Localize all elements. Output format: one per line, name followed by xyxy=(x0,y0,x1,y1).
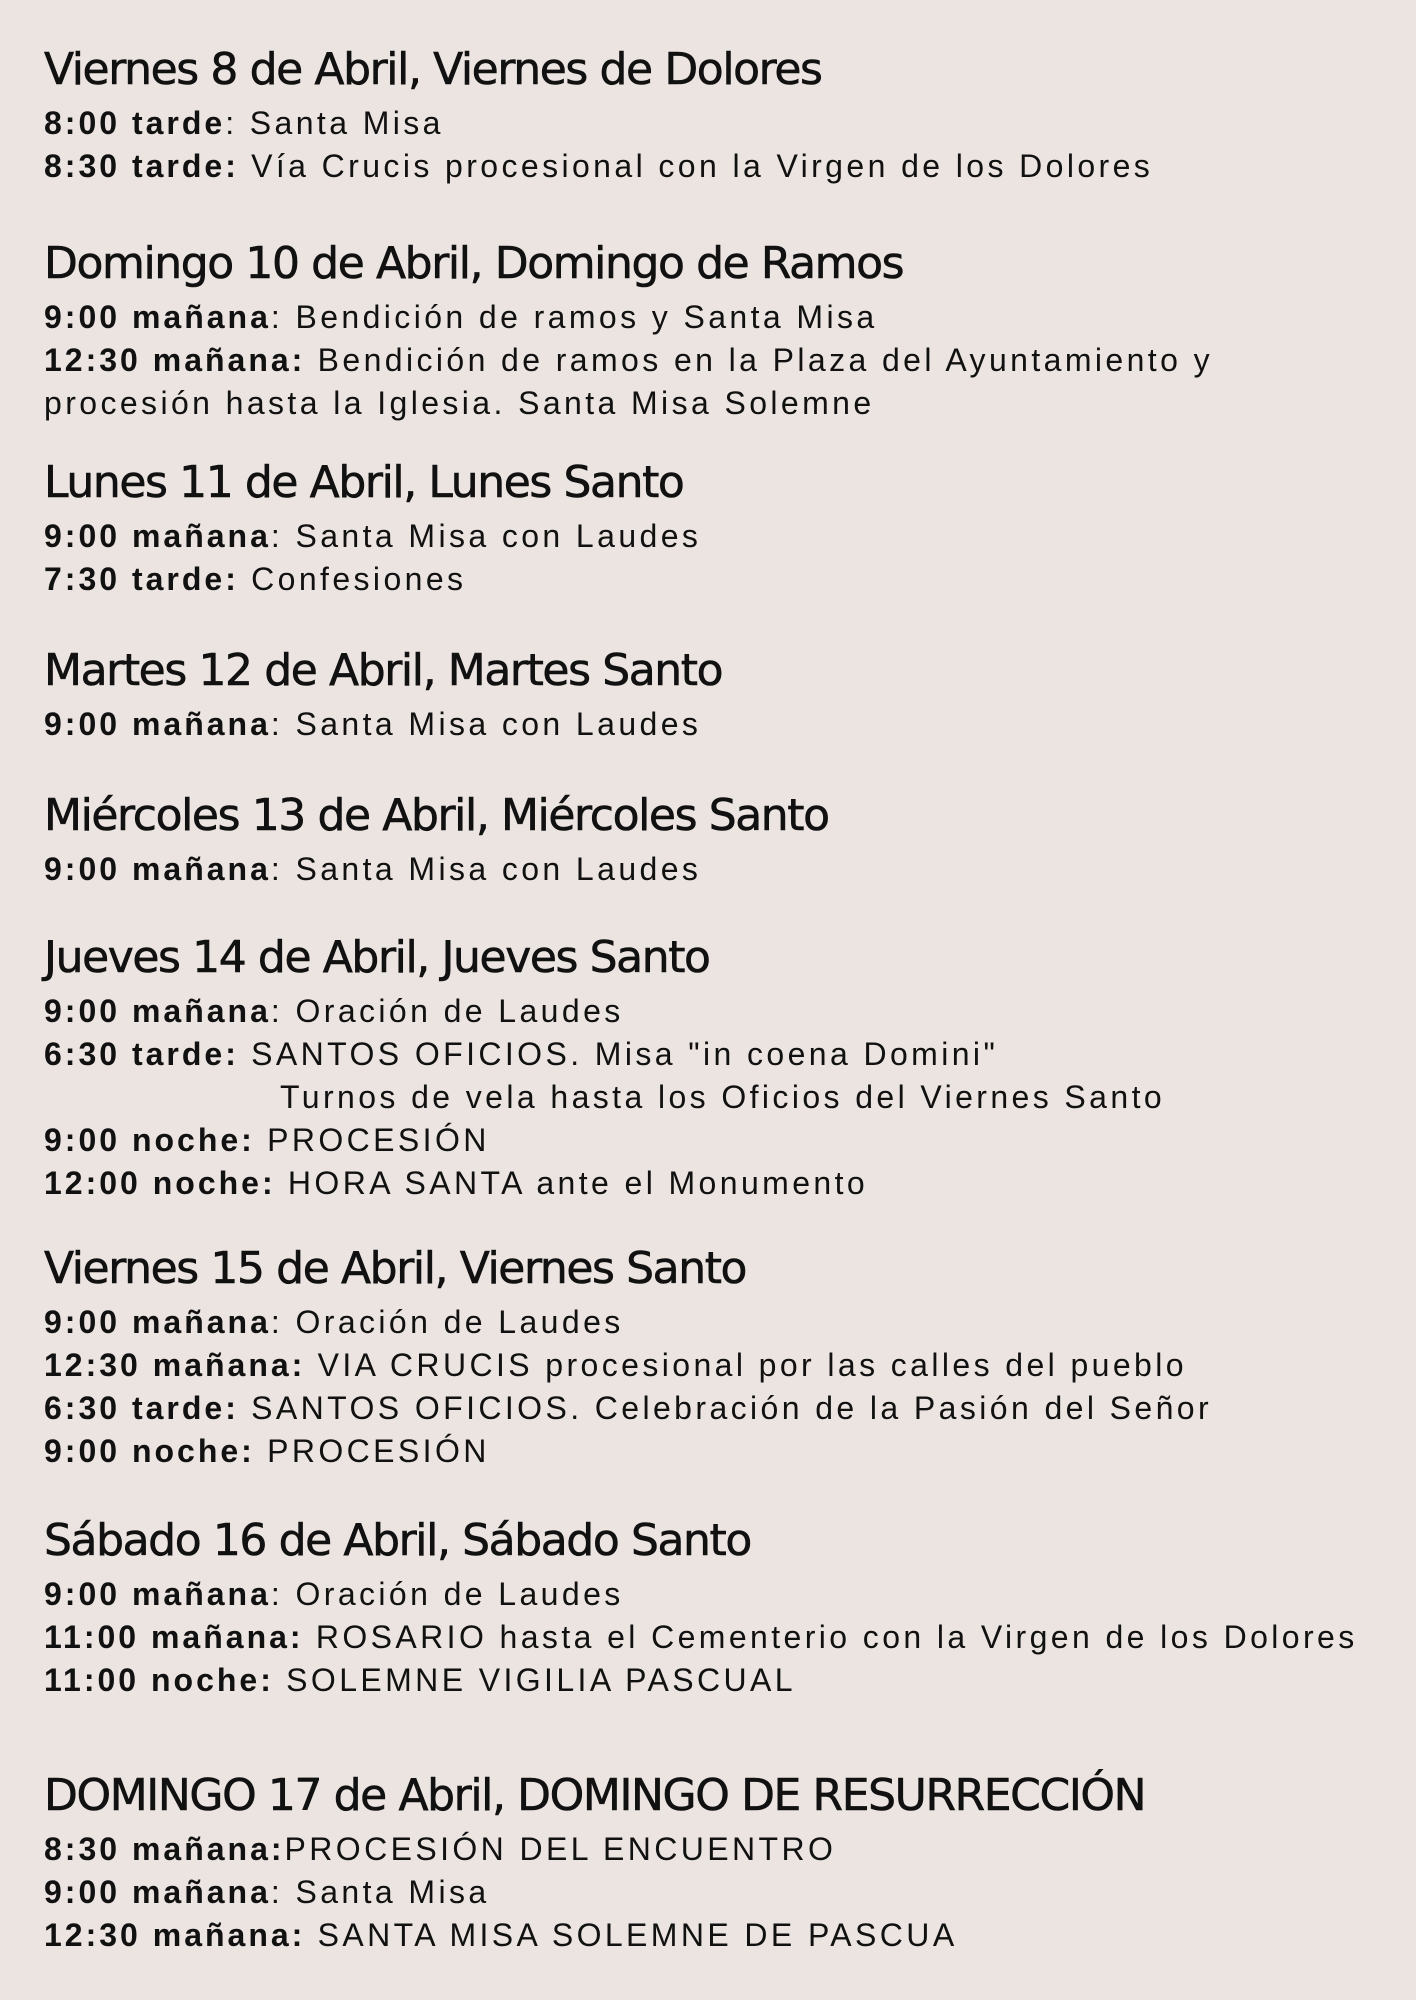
event-text: Santa Misa xyxy=(295,1874,490,1910)
event-text: PROCESIÓN DEL ENCUENTRO xyxy=(284,1831,837,1867)
event-text: SANTA MISA SOLEMNE DE PASCUA xyxy=(317,1917,958,1953)
event-text: SOLEMNE VIGILIA PASCUAL xyxy=(286,1662,796,1698)
event-separator: : xyxy=(270,1304,296,1340)
event-line xyxy=(44,1914,1384,1957)
event-line xyxy=(44,1616,1384,1659)
day-domingo-resurreccion xyxy=(44,1770,1384,1957)
event-text: SANTOS OFICIOS. Misa "in coena Domini" xyxy=(251,1036,999,1072)
event-time: 9:00 noche: xyxy=(44,1433,255,1469)
event-time: 8:00 tarde xyxy=(44,105,226,141)
day-title: Lunes 11 de Abril, Lunes Santo xyxy=(44,457,684,508)
event-line xyxy=(44,1344,1384,1387)
event-separator: : xyxy=(270,851,296,887)
day-title: Viernes 8 de Abril, Viernes de Dolores xyxy=(44,44,822,95)
event-line xyxy=(44,1119,1384,1162)
event-line xyxy=(44,296,1384,339)
event-separator xyxy=(255,1122,267,1158)
event-line xyxy=(44,703,1384,746)
event-time: 8:30 tarde: xyxy=(44,148,239,184)
event-separator xyxy=(305,1917,317,1953)
event-time: 9:00 noche: xyxy=(44,1122,255,1158)
event-time: 9:00 mañana xyxy=(44,1874,271,1910)
event-text: Santa Misa con Laudes xyxy=(295,518,702,554)
event-text: HORA SANTA ante el Monumento xyxy=(287,1165,869,1201)
event-line xyxy=(44,1430,1384,1473)
event-text: Santa Misa con Laudes xyxy=(295,706,702,742)
event-line xyxy=(44,1573,1384,1616)
event-line xyxy=(44,990,1384,1033)
event-time: 11:00 mañana: xyxy=(44,1619,304,1655)
event-line xyxy=(44,1387,1384,1430)
event-line xyxy=(44,515,1384,558)
event-time: 9:00 mañana xyxy=(44,1576,271,1612)
event-time: 12:00 noche: xyxy=(44,1165,276,1201)
event-time: 12:30 mañana: xyxy=(44,342,306,378)
event-text: Confesiones xyxy=(251,561,467,597)
event-separator: : xyxy=(270,518,296,554)
event-line xyxy=(44,1301,1384,1344)
event-line xyxy=(44,1871,1384,1914)
event-separator xyxy=(304,1619,316,1655)
event-line xyxy=(44,1162,1384,1205)
event-line xyxy=(44,558,1384,601)
day-viernes-santo xyxy=(44,1243,1384,1473)
event-separator: : xyxy=(225,105,250,141)
event-separator: : xyxy=(270,706,296,742)
event-time: 8:30 mañana: xyxy=(44,1831,285,1867)
day-sabado-santo xyxy=(44,1515,1384,1702)
event-text: PROCESIÓN xyxy=(267,1122,490,1158)
event-separator xyxy=(305,342,317,378)
event-line xyxy=(44,145,1384,188)
event-separator xyxy=(276,1165,288,1201)
event-separator xyxy=(239,1390,251,1426)
event-line xyxy=(44,339,1384,425)
event-text: VIA CRUCIS procesional por las calles del pueblo xyxy=(317,1347,1187,1383)
event-separator: : xyxy=(270,1576,296,1612)
event-time: 9:00 mañana xyxy=(44,851,271,887)
event-text: PROCESIÓN xyxy=(267,1433,490,1469)
event-line xyxy=(44,1828,1384,1871)
event-line xyxy=(44,848,1384,891)
day-viernes-dolores xyxy=(44,44,1384,188)
event-separator: : xyxy=(270,1874,296,1910)
event-text: ROSARIO hasta el Cementerio con la Virgen de los Dolores xyxy=(315,1619,1358,1655)
event-text: Santa Misa con Laudes xyxy=(295,851,702,887)
event-separator xyxy=(305,1347,317,1383)
event-line xyxy=(44,102,1384,145)
event-text: Vía Crucis procesional con la Virgen de los Dolores xyxy=(251,148,1154,184)
event-separator xyxy=(239,1036,251,1072)
event-time: 6:30 tarde: xyxy=(44,1036,239,1072)
event-text: Santa Misa xyxy=(249,105,444,141)
day-title: DOMINGO 17 de Abril, DOMINGO DE RESURRECCIÓN xyxy=(44,1770,1146,1821)
day-title: Sábado 16 de Abril, Sábado Santo xyxy=(44,1515,751,1566)
day-title: Domingo 10 de Abril, Domingo de Ramos xyxy=(44,238,904,289)
event-text: Oración de Laudes xyxy=(295,1304,624,1340)
day-jueves-santo xyxy=(44,932,1384,1205)
event-separator: : xyxy=(270,993,296,1029)
day-lunes-santo xyxy=(44,457,1384,601)
event-time: 11:00 noche: xyxy=(44,1662,274,1698)
event-time: 9:00 mañana xyxy=(44,993,271,1029)
day-title: Miércoles 13 de Abril, Miércoles Santo xyxy=(44,790,829,841)
event-text: Bendición de ramos en la Plaza del Ayuntamiento y procesión hasta la Iglesia. Santa Misa Solemne xyxy=(44,342,1213,421)
event-separator xyxy=(239,148,251,184)
event-time: 9:00 mañana xyxy=(44,706,271,742)
day-title: Jueves 14 de Abril, Jueves Santo xyxy=(44,932,710,983)
event-time: 9:00 mañana xyxy=(44,299,271,335)
event-separator: : xyxy=(270,299,296,335)
event-time: 7:30 tarde: xyxy=(44,561,239,597)
event-time: 9:00 mañana xyxy=(44,1304,271,1340)
day-domingo-ramos xyxy=(44,238,1384,425)
day-title: Viernes 15 de Abril, Viernes Santo xyxy=(44,1243,747,1294)
event-separator xyxy=(239,561,251,597)
event-text: Bendición de ramos y Santa Misa xyxy=(295,299,878,335)
event-time: 9:00 mañana xyxy=(44,518,271,554)
event-line xyxy=(44,1033,1384,1119)
event-text: SANTOS OFICIOS. Celebración de la Pasión del Señor xyxy=(251,1390,1213,1426)
day-martes-santo xyxy=(44,645,1384,746)
event-line xyxy=(44,1659,1384,1702)
event-time: 12:30 mañana: xyxy=(44,1917,306,1953)
event-text: Oración de Laudes xyxy=(295,1576,624,1612)
day-title: Martes 12 de Abril, Martes Santo xyxy=(44,645,723,696)
day-miercoles-santo xyxy=(44,790,1384,891)
event-text-continuation: Turnos de vela hasta los Oficios del Viernes Santo xyxy=(280,1079,1166,1115)
event-time: 12:30 mañana: xyxy=(44,1347,306,1383)
event-text: Oración de Laudes xyxy=(295,993,624,1029)
event-time: 6:30 tarde: xyxy=(44,1390,239,1426)
event-separator xyxy=(274,1662,286,1698)
event-separator xyxy=(255,1433,267,1469)
